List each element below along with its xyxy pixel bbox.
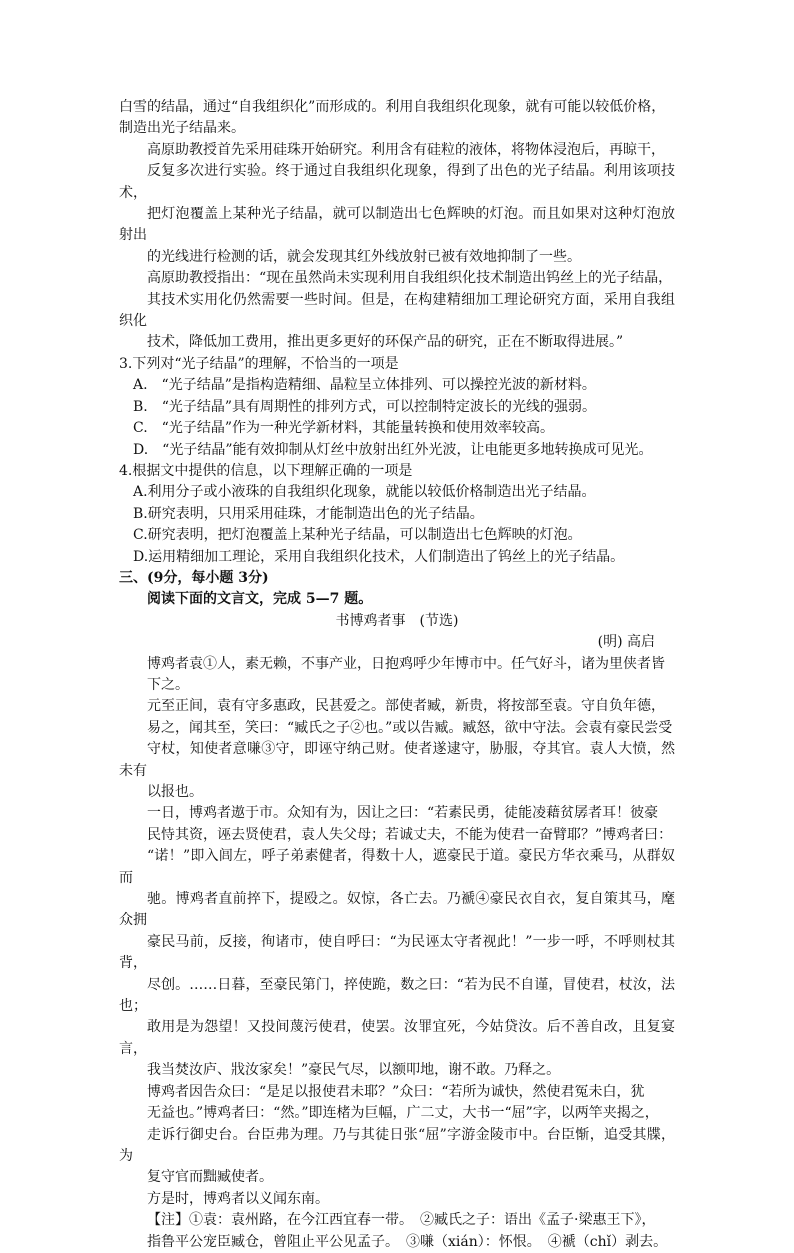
question-3-option-b: B. “光子结晶”具有周期性的排列方式，可以控制特定波长的光线的强弱。 (133, 398, 597, 415)
annotation-notes: 【注】①袁：袁州路，在今江西宜春一带。 ②臧氏之子：语出《孟子·梁惠王下》， 指鲁平公宠臣臧仓，曾阻止平公见孟子。 ③嗛（xián）：怀恨。 ④褫（chǐ）剥去。 (147, 1212, 668, 1250)
section-3-heading: 三、(9分，每小题 3分) (119, 569, 269, 586)
question-3-stem: 3.下列对“光子结晶”的理解，不恰当的一项是 (119, 355, 399, 372)
classical-text-title: 书博鸡者事 (节选) (335, 612, 459, 629)
classical-paragraph-3: 一日，博鸡者遨于市。众知有为，因让之曰：“若素民勇，徒能凌藉贫孱者耳！彼豪 民恃其资，诬去贤使君，袁人失父母；若诚丈夫，不能为使君一奋臂耶？”博鸡者曰： “诺！”即入闾左，呼子弟素健者，得数十人，遮豪民于道。豪民方华衣乘马，从群奴而 驰。博鸡者直前捽下，提殴之。奴惊，各亡去。乃褫④豪民衣自衣，复自策其马，麾众拥 豪民马前，反接，徇诸市，使自呼曰：“为民诬太守者视此！”一步一呼，不呼则杖其背， 尽创。……日暮，至豪民第门，捽使跪，数之曰：“若为民不自谨，冒使君，杖汝，法也； 敢用是为怨望！又投间蔑污使君，使罢。汝罪宜死，今姑贷汝。后不善自改，且复宴言， 我当焚汝庐、戕汝家矣！”豪民气尽，以额叩地，谢不敢。乃释之。 (119, 805, 675, 1079)
passage-paragraph-1: 白雪的结晶，通过“自我组织化”而形成的。利用自我组织化现象，就有可能以较低价格， 制造出光子结晶来。 (119, 99, 666, 137)
question-4-stem: 4.根据文中提供的信息，以下理解正确的一项是 (119, 462, 413, 479)
document-body (119, 97, 675, 1253)
classical-paragraph-4: 博鸡者因告众曰：“是足以报使君未耶？”众曰：“若所为诚快，然使君冤未白，犹 无益也。”博鸡者曰：“然。”即连楮为巨幅，广二丈，大书一“屈”字，以两竿夹揭之， 走诉行御史台。台臣弗为理。乃与其徒日张“屈”字游金陵市中。台臣惭，追受其牒，为 复守官而黜臧使者。 (119, 1083, 675, 1186)
classical-paragraph-2: 元至正间，袁有守多惠政，民甚爱之。部使者臧，新贵，将按部至袁。守自负年德， 易之，闻其至，笑曰：“臧氏之子②也。”或以告臧。臧怒，欲中守法。会袁有豪民尝受 守杖，知使者意嗛③守，即诬守纳己财。使者遂逮守，胁服，夺其官。袁人大愤，然未有 以报也。 (119, 698, 675, 800)
question-4-option-c: C.研究表明，把灯泡覆盖上某种光子结晶，可以制造出七色辉映的灯泡。 (133, 527, 582, 544)
question-4-option-a: A.利用分子或小液珠的自我组织化现象，就能以较低价格制造出光子结晶。 (133, 484, 596, 501)
passage-paragraph-3: 高原助教授指出：“现在虽然尚未实现利用自我组织化技术制造出钨丝上的光子结晶， 其技术实用化仍然需要一些时间。但是，在构建精细加工理论研究方面，采用自我组织化 技术，降低加工费用，推出更多更好的环保产品的研究，正在不断取得进展。” (119, 270, 675, 351)
question-3-option-c: C. “光子结晶”作为一种光学新材料，其能量转换和使用效率较高。 (133, 420, 554, 437)
question-3-option-d: D. “光子结晶”能有效抑制从灯丝中放射出红外光波，让电能更多地转换成可见光。 (133, 441, 653, 458)
classical-text-author: (明) 高启 (597, 634, 655, 651)
question-3-option-a: A. “光子结晶”是指构造精细、晶粒呈立体排列、可以操控光波的新材料。 (133, 377, 596, 394)
classical-paragraph-5: 方是时，博鸡者以义闻东南。 (147, 1190, 329, 1207)
passage-paragraph-2: 高原助教授首先采用硅珠开始研究。利用含有硅粒的液体，将物体浸泡后，再晾干， 反复多次进行实验。终于通过自我组织化现象，得到了出色的光子结晶。利用该项技术， 把灯泡覆盖上某种光子结晶，就可以制造出七色辉映的灯泡。而且如果对这种灯泡放射出 的光线进行检测的话，就会发现其红外线放射已被有效地抑制了一些。 (119, 141, 675, 265)
question-4-option-b: B.研究表明，只用采用硅珠，才能制造出色的光子结晶。 (133, 505, 484, 522)
section-3-instruction: 阅读下面的文言文，完成 5—7 题。 (147, 591, 373, 608)
question-4-option-d: D.运用精细加工理论，采用自我组织化技术，人们制造出了钨丝上的光子结晶。 (133, 548, 625, 565)
classical-paragraph-1: 博鸡者袁①人，素无赖，不事产业，日抱鸡呼少年博市中。任气好斗，诸为里侠者皆 下之。 (147, 655, 665, 693)
